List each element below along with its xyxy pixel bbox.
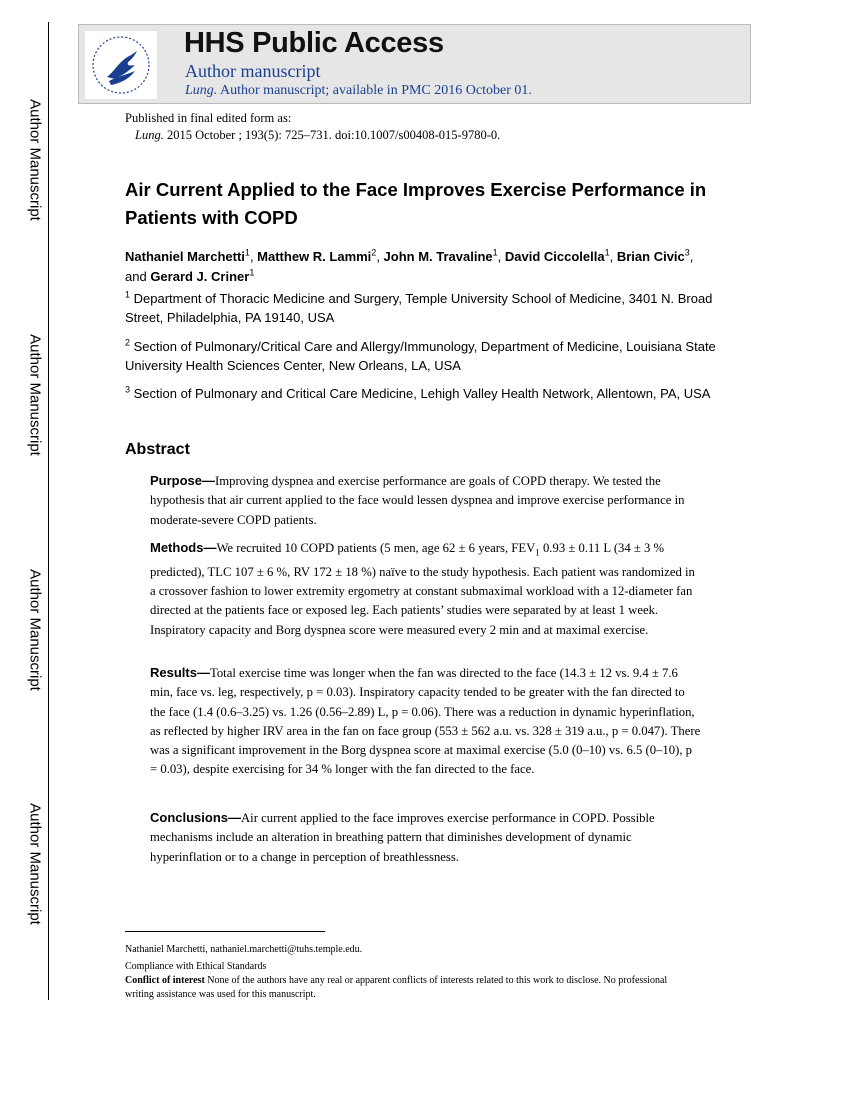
hhs-banner bbox=[78, 24, 751, 104]
affiliation-2: $^2$ Section of Pulmonary/Critical Care and Allergy/Immunology, Department of Medicine, Louisiana State University Health Sciences Center, New Orleans, LA, USA bbox=[125, 337, 716, 373]
footnote-compliance: Compliance with Ethical Standards bbox=[125, 961, 267, 972]
abstract-methods: Methods—We recruited 10 COPD patients (5 men, age 62 ± 6 years, $FEV_1$ 0.93 ± 0.11 L (34 ± 3 % predicted), TLC 107 ± 6 %, RV 172 ± 18 %) naïve to the study hypothesis. Each patient was randomized in a crossover fashion to lower extremity ergometry at constant submaximal workload with a 12-diameter fan directed at the patients face or exposed leg. Each patients’ studies were separated by at least 1 week. Inspiratory capacity and Borg dyspnea score were measured every 2 min and at maximal exercise. bbox=[150, 540, 695, 637]
footnote-conflict: Conflict of interest None of the authors have any real or apparent conflicts of interests related to this work to disclose. No professional writing assistance was used for this manuscript. bbox=[125, 975, 668, 1000]
hhs-eagle-logo bbox=[85, 31, 157, 99]
affiliation-1: $^1$ Department of Thoracic Medicine and Surgery, Temple University School of Medicine, 3401 N. Broad Street, Philadelphia, PA 19140, USA bbox=[125, 289, 713, 325]
abstract-conclusions: Conclusions—Air current applied to the face improves exercise performance in COPD. Possible mechanisms include an alteration in breathing pattern that diminishes development of dynamic hyperinflation or to a change in perception of breathlessness. bbox=[150, 810, 655, 864]
published-in: Published in final edited form as: Lung. 2015 October ; 193(5): 725–731. doi:10.1007/s00408-015-9780-0. bbox=[125, 111, 501, 142]
banner-subtitle: Author manuscript bbox=[185, 61, 321, 81]
article-title: Air Current Applied to the Face Improves Exercise Performance in Patients with COPD bbox=[125, 179, 707, 228]
affiliation-3: $^3$ Section of Pulmonary and Critical Care Medicine, Lehigh Valley Health Network, Allentown, PA, USA bbox=[125, 384, 711, 401]
margin-rule bbox=[48, 22, 49, 1000]
abstract-purpose: Purpose—Improving dyspnea and exercise performance are goals of COPD therapy. We tested the hypothesis that air current applied to the face would lessen dyspnea and improve exercise performance in moderate-severe COPD patients. bbox=[150, 473, 685, 527]
footnote-rule bbox=[125, 931, 325, 932]
abstract-heading: Abstract bbox=[125, 441, 190, 458]
abstract-results: Results—Total exercise time was longer when the fan was directed to the face (14.3 ± 12 vs. 9.4 ± 7.6 min, face vs. leg, respectively, p = 0.03). Inspiratory capacity tended to be greater with the fan directed to the face (1.4 (0.6–3.25) vs. 1.26 (0.56–2.89) L, p = 0.06). There was a reduction in dynamic hyperinflation, as reflected by higher IRV area in the fan on face group (553 ± 562 a.u. vs. 328 ± 319 a.u., p = 0.047). There was a significant improvement in the Borg dyspnea score at maximal exercise (5.0 (0–10) vs. 6.5 (0–10), p = 0.03), despite exercising for 34 % longer with the fan directed to the face. bbox=[150, 665, 701, 777]
banner-title: HHS Public Access bbox=[184, 27, 444, 59]
hhs-eagle-icon bbox=[85, 31, 157, 99]
author-list: Nathaniel Marchetti$^1$, Matthew R. Lammi$^2$, John M. Travaline$^1$, David Ciccolella$^1$, Brian Civic$^3$, and Gerard J. Criner$^1$ bbox=[125, 247, 694, 284]
footnote-contact: Nathaniel Marchetti, nathaniel.marchetti@tuhs.temple.edu. bbox=[125, 944, 363, 955]
banner-availability: Lung. Author manuscript; available in PMC 2016 October 01. bbox=[185, 83, 532, 98]
